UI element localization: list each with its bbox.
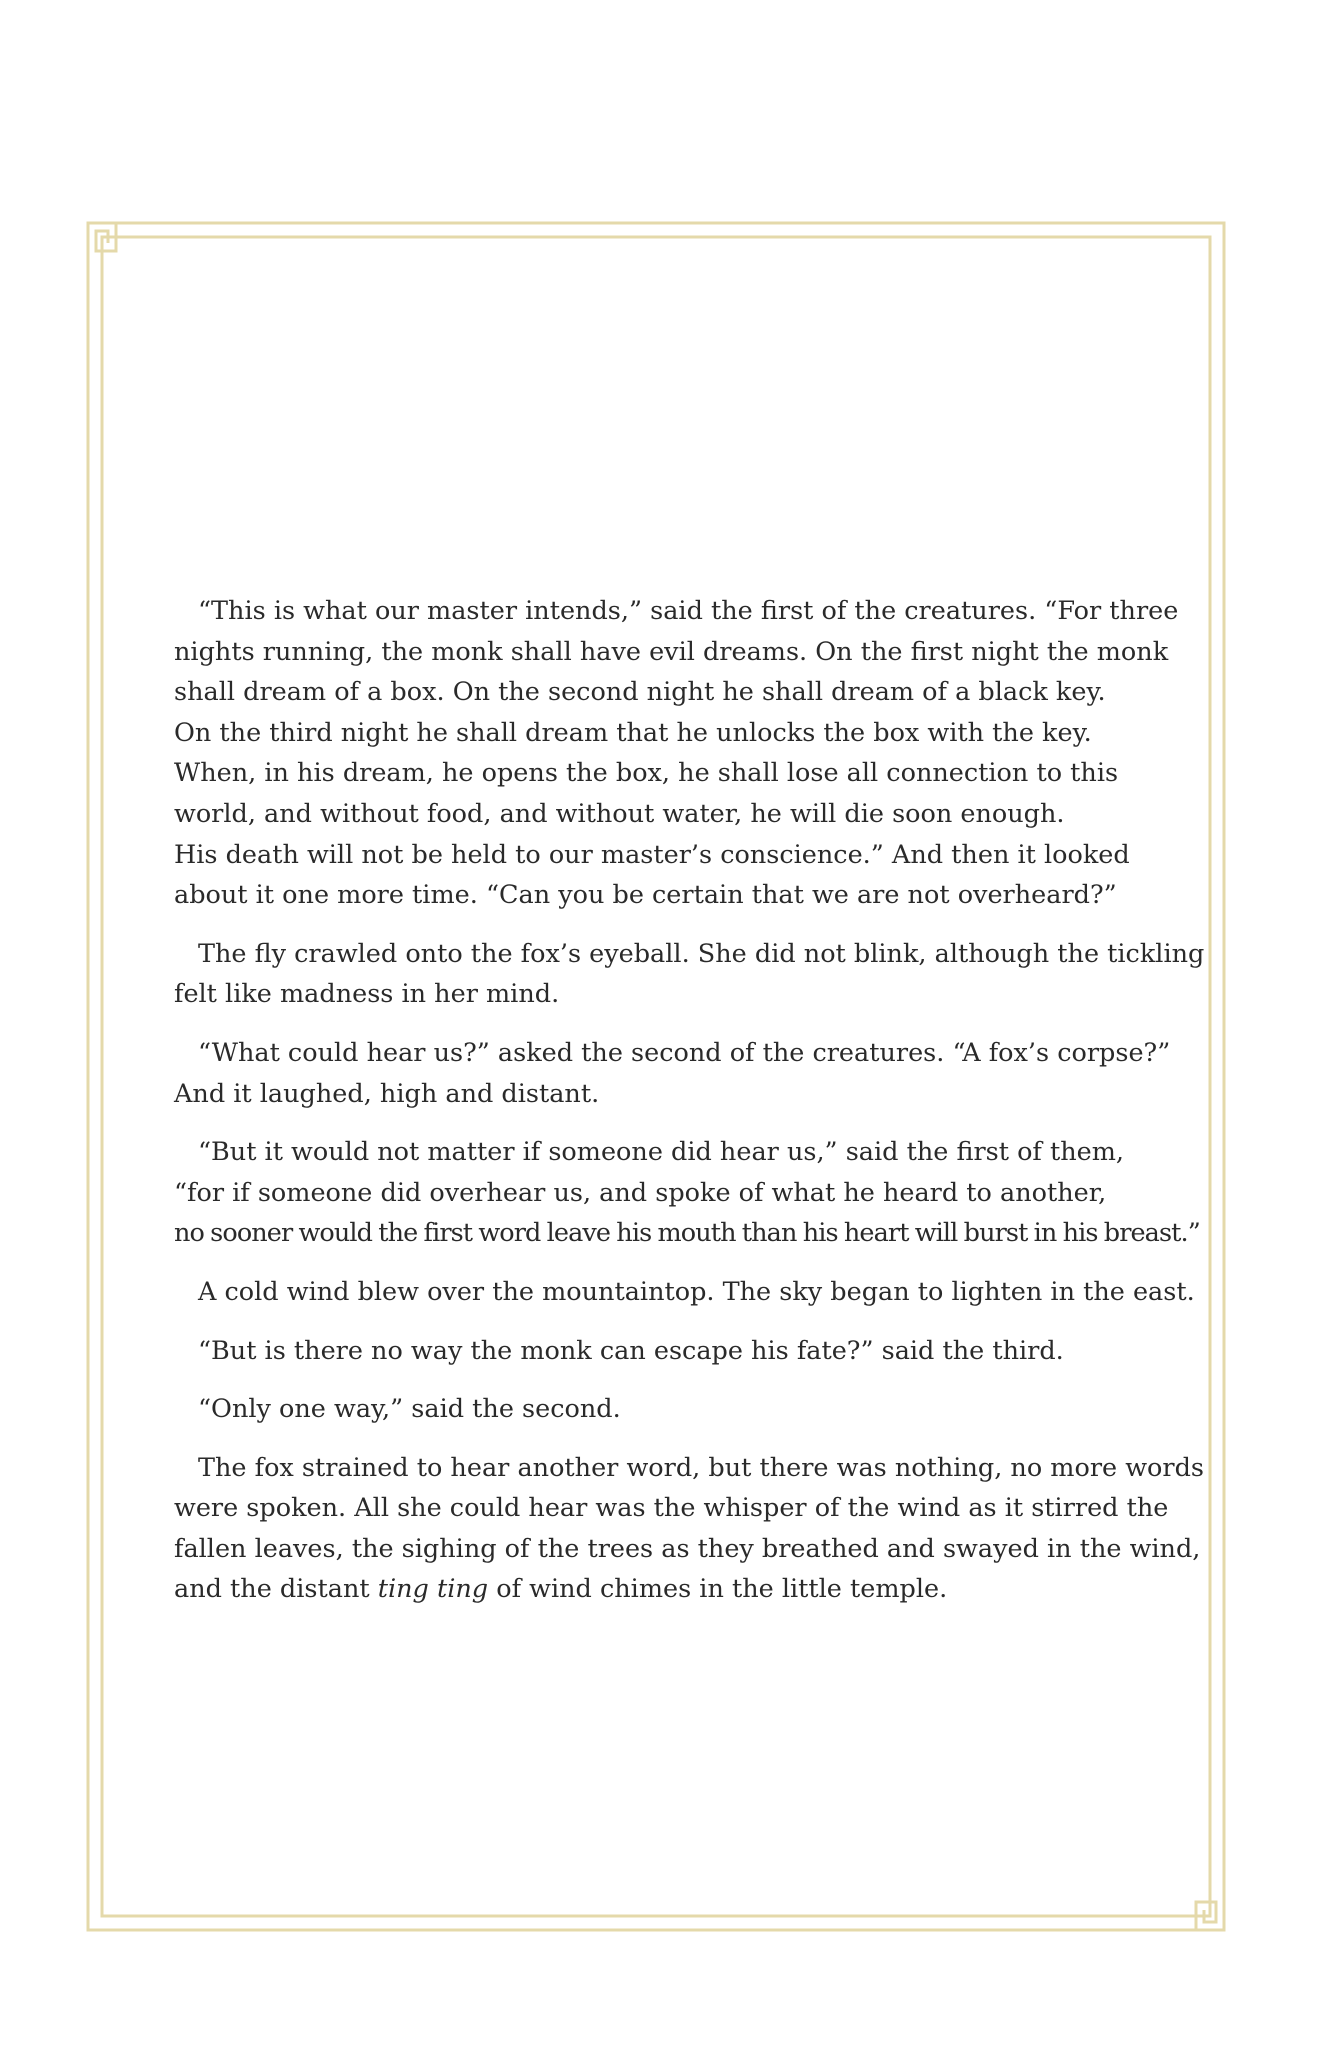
text-line: “Only one way,” said the second. [198,1394,621,1425]
text-line-final [174,1569,1154,1610]
text-line: On the third night he shall dream that he unlocks the box with the key. [174,717,1092,748]
paragraph-cold-wind [174,1272,1195,1313]
text-line: The fox strained to hear another word, but there was nothing, no more words [198,1452,1204,1483]
paragraph-master-intends [174,591,1179,916]
text-line: And it laughed, high and distant. [174,1078,600,1109]
text-line: “This is what our master intends,” said the first of the creatures. “For three [198,596,1179,626]
text-line: “But is there no way the monk can escape his fate?” said the third. [198,1335,1064,1366]
text-line: When, in his dream, he opens the box, he shall lose all connection to this [174,758,1119,789]
text-line: “for if someone did overhear us, and spoke of what he heard to another, [174,1177,1107,1208]
text-line: The fly crawled onto the fox’s eyeball. She did not blink, although the tickling [198,938,1205,969]
text-line: were spoken. All she could hear was the whisper of the wind as it stirred the [174,1493,1169,1524]
bottom-left-corner [88,1916,102,1930]
text-line: fallen leaves, the sighing of the trees as they breathed and swayed in the wind, [174,1533,1201,1564]
text-line: world, and without food, and without water, he will die soon enough. [174,798,1065,829]
paragraph-fox-strained [174,1448,1204,1610]
text-line: no sooner would the first word leave his mouth than his heart will burst in his breast.” [174,1218,1200,1249]
story-text [174,591,1205,1628]
paragraph-escape-fate [174,1331,1154,1372]
paragraph-only-one-way [174,1389,1154,1430]
text-line: felt like madness in her mind. [174,979,560,1010]
paragraph-what-could-hear [174,1033,1171,1114]
text-line: “What could hear us?” asked the second of the creatures. “A fox’s corpse?” [198,1037,1171,1068]
text-line: about it one more time. “Can you be certain that we are not overheard?” [174,880,1117,911]
text-segment: of wind chimes in the little temple. [488,1574,948,1605]
emphasis-ting-ting: ting ting [377,1574,489,1605]
text-line: “But it would not matter if someone did hear us,” said the first of them, [198,1137,1125,1168]
text-line: shall dream of a box. On the second night he shall dream of a black key. [174,677,1106,708]
text-segment: and the distant [174,1574,378,1605]
text-line: nights running, the monk shall have evil dreams. On the first night the monk [174,636,1169,667]
text-line: A cold wind blew over the mountaintop. The sky began to lighten in the east. [198,1276,1195,1307]
text-line: His death will not be held to our master’s conscience.” And then it looked [174,839,1130,870]
paragraph-would-not-matter [174,1132,1200,1254]
paragraph-fly-eyeball [174,934,1205,1015]
top-right-corner [1210,223,1224,237]
